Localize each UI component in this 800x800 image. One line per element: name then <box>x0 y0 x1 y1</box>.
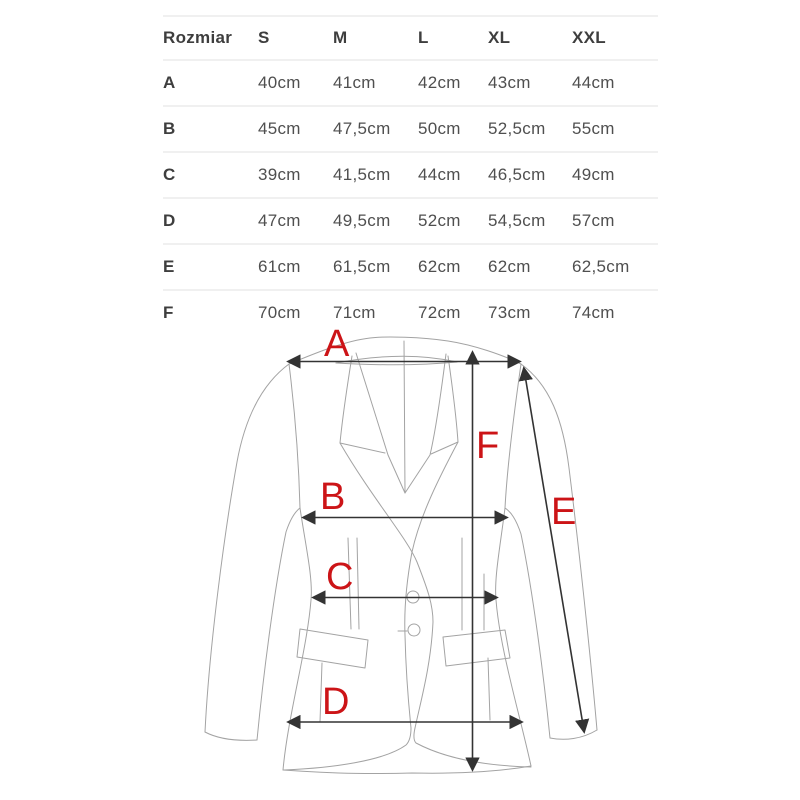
size-cell: 40cm <box>258 73 301 92</box>
size-cell: 72cm <box>418 303 461 322</box>
size-cell: 47cm <box>258 211 301 230</box>
right-front-edge-upper <box>448 356 458 442</box>
left-front-edge-upper <box>340 356 352 443</box>
left-body-side <box>283 508 311 770</box>
label-f: F <box>476 425 500 467</box>
jacket-outline <box>205 337 597 774</box>
size-cell: 50cm <box>418 119 461 138</box>
label-d: D <box>322 681 350 723</box>
column-header-s: S <box>258 28 270 47</box>
left-lapel-peak <box>340 443 385 453</box>
size-cell: 62,5cm <box>572 257 630 276</box>
center-back-seam <box>404 341 405 493</box>
label-b: B <box>320 476 346 518</box>
right-lower-seam <box>488 658 490 720</box>
right-cuff <box>550 730 597 739</box>
row-label-c: C <box>163 165 176 184</box>
column-header-rozmiar: Rozmiar <box>163 28 233 47</box>
left-pocket-flap <box>297 629 368 668</box>
arrow-e-sleeve-length <box>524 369 584 731</box>
column-header-m: M <box>333 28 348 47</box>
column-header-xxl: XXL <box>572 28 606 47</box>
right-lapel-crease <box>405 354 446 493</box>
size-cell: 62cm <box>488 257 531 276</box>
row-label-f: F <box>163 303 174 322</box>
right-armhole-seam <box>505 364 521 508</box>
measurement-labels <box>320 323 576 723</box>
label-a: A <box>324 323 350 365</box>
right-lapel-peak <box>431 442 458 454</box>
row-label-d: D <box>163 211 176 230</box>
left-lapel-crease <box>356 353 405 493</box>
row-label-e: E <box>163 257 175 276</box>
collar-band-lower <box>336 362 457 365</box>
left-sleeve-outer <box>205 364 289 732</box>
size-cell: 74cm <box>572 303 615 322</box>
size-cell: 39cm <box>258 165 301 184</box>
size-cell: 73cm <box>488 303 531 322</box>
column-header-l: L <box>418 28 429 47</box>
row-label-b: B <box>163 119 176 138</box>
size-cell: 52,5cm <box>488 119 546 138</box>
left-armhole-seam <box>289 364 300 508</box>
size-cell: 42cm <box>418 73 461 92</box>
size-cell: 61cm <box>258 257 301 276</box>
size-cell: 54,5cm <box>488 211 546 230</box>
right-body-side <box>496 508 531 766</box>
size-cell: 49,5cm <box>333 211 391 230</box>
label-e: E <box>551 491 577 533</box>
right-pocket-flap <box>443 630 510 666</box>
size-cell: 71cm <box>333 303 376 322</box>
size-cell: 47,5cm <box>333 119 391 138</box>
button-bottom <box>408 624 420 636</box>
size-cell: 44cm <box>418 165 461 184</box>
size-cell: 46,5cm <box>488 165 546 184</box>
right-sleeve-inner <box>505 508 550 738</box>
size-cell: 57cm <box>572 211 615 230</box>
row-label-a: A <box>163 73 176 92</box>
left-front-panel-edge <box>340 443 531 767</box>
size-cell: 41,5cm <box>333 165 391 184</box>
size-cell: 52cm <box>418 211 461 230</box>
size-cell: 70cm <box>258 303 301 322</box>
size-cell: 44cm <box>572 73 615 92</box>
size-cell: 41cm <box>333 73 376 92</box>
size-cell: 45cm <box>258 119 301 138</box>
size-cell: 61,5cm <box>333 257 391 276</box>
left-dart-2 <box>357 538 359 629</box>
size-cell: 43cm <box>488 73 531 92</box>
column-header-xl: XL <box>488 28 511 47</box>
size-cell: 62cm <box>418 257 461 276</box>
size-cell: 49cm <box>572 165 615 184</box>
label-c: C <box>326 556 354 598</box>
left-cuff <box>205 732 257 740</box>
size-cell: 55cm <box>572 119 615 138</box>
